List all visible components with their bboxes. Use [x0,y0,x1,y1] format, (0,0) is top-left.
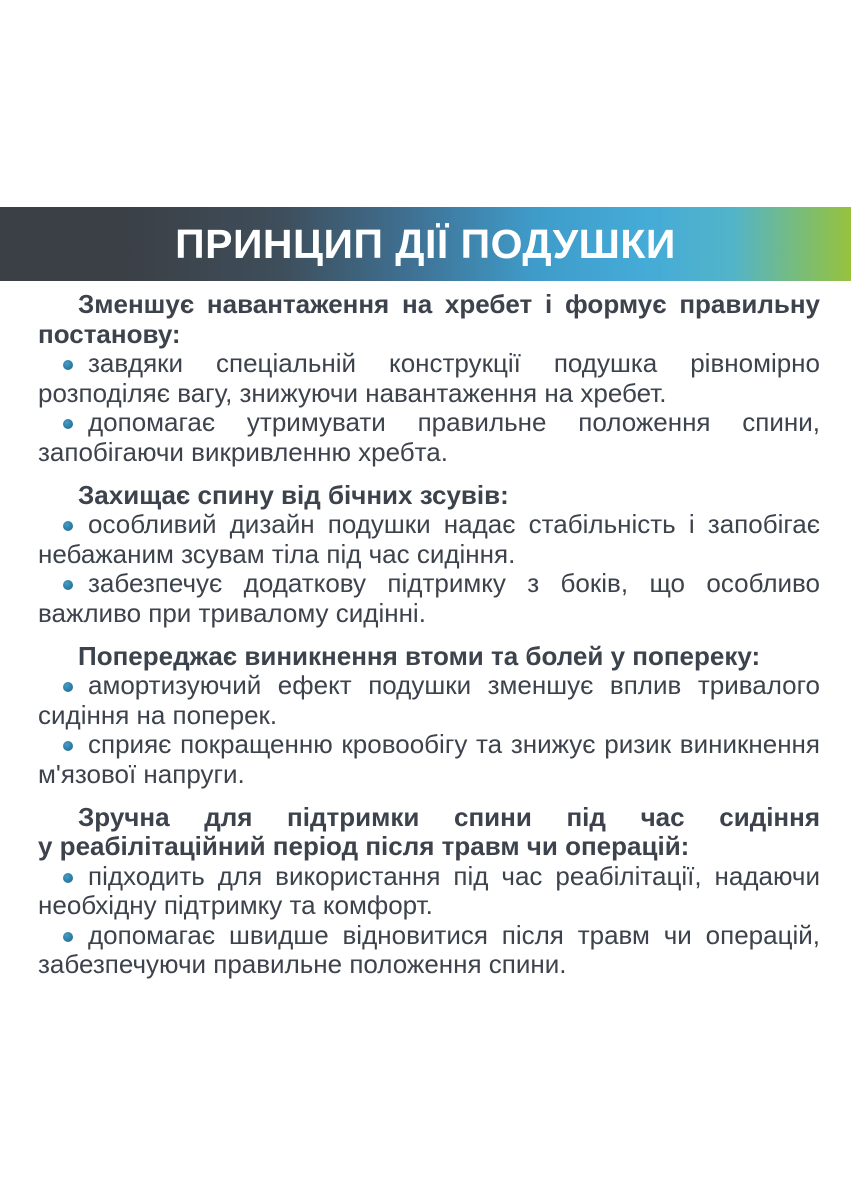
bullet-item [38,349,820,408]
bullet-line [38,730,820,760]
bullet-text: особливий дизайн подушки надає стабільність і запобігає [88,509,820,540]
bullet-dot-icon [63,580,73,590]
bullet-line: забезпечуючи правильне положення спини. [38,949,567,980]
heading-line: у реабілітаційний період після травм чи операцій: [38,831,690,862]
bullet-line: м'язової напруги. [38,758,245,789]
bullet-item [38,408,820,467]
bullet-line [38,671,820,701]
bullet-text: амортизуючий ефект подушки зменшує вплив тривалого [88,670,820,701]
bullet-item [38,671,820,730]
section-heading [38,481,820,511]
heading-line: Попереджає виникнення втоми та болей у попереку: [78,640,761,671]
bullet-text: допомагає швидше відновитися після травм чи операцій, [88,919,820,950]
section [38,803,820,981]
bullet-text: підходить для використання під час реабілітації, надаючи [88,860,820,891]
bullet-line: запобігаючи викривленню хребта. [38,436,448,467]
bullet-dot-icon [63,521,73,531]
section-heading [38,642,820,672]
section [38,642,820,790]
bullet-line [38,349,820,379]
bullet-text: сприяє покращенню кровообігу та знижує ризик виникнення [88,729,820,760]
bullet-dot-icon [63,741,73,751]
bullet-line: розподіляє вагу, знижуючи навантаження на хребет. [38,377,667,408]
bullet-dot-icon [63,682,73,692]
bullet-line: сидіння на поперек. [38,699,278,730]
bullet-dot-icon [63,419,73,429]
bullet-line [38,408,820,438]
title-banner [0,207,851,281]
content-area [0,281,851,980]
bullet-item [38,862,820,921]
bullet-text: забезпечує додаткову підтримку з боків, що особливо [88,568,820,599]
section [38,290,820,468]
heading-line: Зручна для підтримки спини під час сидіння [78,801,820,832]
bullet-line [38,862,820,892]
bullet-line [38,569,820,599]
section-heading [38,803,820,862]
bullet-item [38,921,820,980]
bullet-item [38,569,820,628]
bullet-line: необхідну підтримку та комфорт. [38,890,433,921]
bullet-line: важливо при тривалому сидінні. [38,597,426,628]
bullet-dot-icon [63,873,73,883]
bullet-line [38,510,820,540]
page-title: ПРИНЦИП ДІЇ ПОДУШКИ [175,220,676,267]
section [38,481,820,629]
bullet-text: завдяки спеціальній конструкції подушка рівномірно [88,348,820,379]
bullet-item [38,730,820,789]
heading-line: Зменшує навантаження на хребет і формує правильну [78,289,820,319]
heading-line: постанову: [38,318,181,349]
section-heading [38,290,820,349]
heading-line: Захищає спину від бічних зсувів: [78,479,509,510]
bullet-dot-icon [63,932,73,942]
bullet-text: допомагає утримувати правильне положення спини, [88,407,820,438]
bullet-dot-icon [63,360,73,370]
bullet-line [38,921,820,951]
bullet-item [38,510,820,569]
bullet-line: небажаним зсувам тіла під час сидіння. [38,538,516,569]
